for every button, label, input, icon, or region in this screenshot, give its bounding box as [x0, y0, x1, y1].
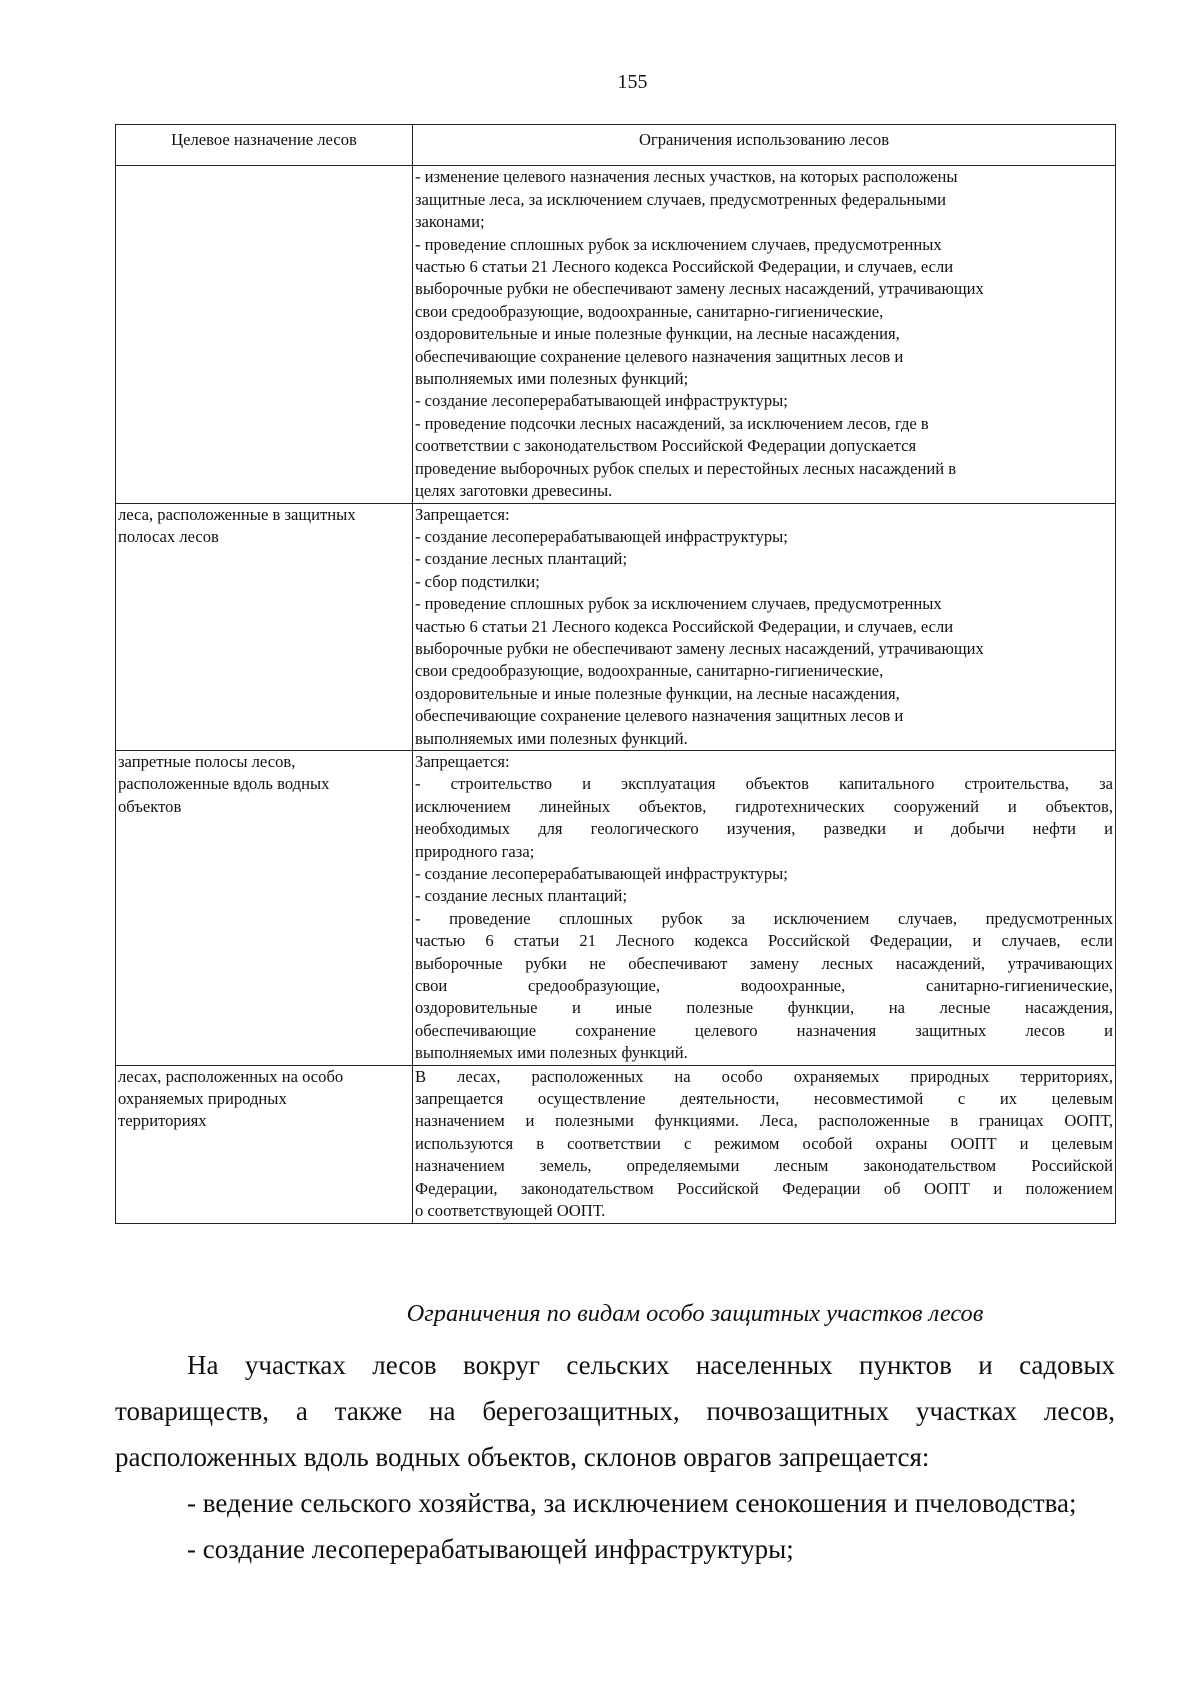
- restriction-line: обеспечивающие сохранение целевого назначения защитных лесов и: [415, 706, 904, 726]
- restriction-line: оздоровительные и иные полезные функции, на лесные насаждения,: [415, 998, 1113, 1018]
- restriction-line: обеспечивающие сохранение целевого назначения защитных лесов и: [415, 1020, 1113, 1040]
- restriction-line: Запрещается:: [415, 504, 510, 524]
- header-usage-restrictions: Ограничения использованию лесов: [413, 125, 1116, 166]
- forest-purpose-cell: [116, 750, 413, 1065]
- purpose-line: леса, расположенные в защитных: [118, 504, 356, 524]
- restriction-line: выборочные рубки не обеспечивают замену лесных насаждений, утрачивающих: [415, 953, 1113, 973]
- restriction-cell: [413, 1065, 1116, 1223]
- purpose-line: охраняемых природных: [118, 1089, 287, 1109]
- restriction-line: - проведение сплошных рубок за исключением случаев, предусмотренных: [415, 594, 942, 614]
- restriction-line: назначением земель, определяемыми лесным законодательством Российской: [415, 1156, 1113, 1176]
- section-heading: Ограничения по видам особо защитных участков лесов: [406, 1300, 984, 1327]
- restriction-line: Запрещается:: [415, 751, 510, 771]
- restriction-line: - создание лесоперерабатывающей инфраструктуры;: [415, 526, 788, 546]
- page-number: 155: [617, 71, 648, 93]
- restriction-line: - создание лесоперерабатывающей инфраструктуры;: [415, 864, 788, 883]
- forest-purpose-cell: [116, 1065, 413, 1223]
- restriction-line: - сбор подстилки;: [415, 571, 540, 591]
- restriction-line: выполняемых ими полезных функций;: [415, 369, 689, 389]
- restriction-line: свои средообразующие, водоохранные, санитарно-гигиенические,: [415, 976, 1113, 996]
- restriction-line: свои средообразующие, водоохранные, санитарно-гигиенические,: [415, 301, 884, 321]
- purpose-line: запретные полосы лесов,: [118, 751, 296, 771]
- restriction-line: проведение выборочных рубок спелых и перестойных лесных насаждений в: [415, 458, 957, 478]
- restriction-line: Федерации, законодательством Российской Федерации об ООПТ и положением: [415, 1178, 1113, 1198]
- restriction-line: В лесах, расположенных на особо охраняемых природных территориях,: [415, 1066, 1113, 1086]
- restriction-line: выборочные рубки не обеспечивают замену лесных насаждений, утрачивающих: [415, 279, 984, 299]
- restriction-line: частью 6 статьи 21 Лесного кодекса Российской Федерации, и случаев, если: [415, 257, 954, 277]
- paragraph-line: На участках лесов вокруг сельских населенных пунктов и садовых: [187, 1350, 1115, 1380]
- restriction-line: частью 6 статьи 21 Лесного кодекса Российской Федерации, и случаев, если: [415, 931, 1113, 951]
- restriction-line: выборочные рубки не обеспечивают замену лесных насаждений, утрачивающих: [415, 638, 984, 658]
- restriction-line: необходимых для геологического изучения, разведки и добычи нефти и: [415, 819, 1113, 839]
- restriction-line: обеспечивающие сохранение целевого назначения защитных лесов и: [415, 346, 904, 366]
- restriction-line: - изменение целевого назначения лесных участков, на которых расположены: [415, 167, 958, 187]
- restriction-line: назначением и полезными функциями. Леса, расположенные в границах ООПТ,: [415, 1111, 1113, 1131]
- table-row: [116, 503, 1116, 750]
- restriction-line: защитные леса, за исключением случаев, предусмотренных федеральными: [415, 189, 946, 209]
- restriction-line: - проведение сплошных рубок за исключением случаев, предусмотренных: [415, 234, 942, 254]
- restriction-line: используются в соответствии с режимом особой охраны ООПТ и целевым: [415, 1133, 1113, 1153]
- restrictions-table: [115, 124, 1116, 1224]
- forest-purpose-cell: [116, 166, 413, 503]
- restriction-line: выполняемых ими полезных функций.: [415, 1043, 688, 1063]
- paragraph-line: товариществ, а также на берегозащитных, почвозащитных участках лесов,: [115, 1396, 1115, 1426]
- purpose-line: лесах, расположенных на особо: [118, 1066, 344, 1086]
- restriction-line: - проведение сплошных рубок за исключением случаев, предусмотренных: [415, 908, 1113, 928]
- restriction-cell: [413, 166, 1116, 503]
- purpose-line: полосах лесов: [118, 526, 219, 546]
- restriction-line: выполняемых ими полезных функций.: [415, 728, 688, 748]
- restriction-cell: [413, 503, 1116, 750]
- restriction-line: законами;: [415, 212, 485, 232]
- purpose-line: объектов: [118, 796, 182, 816]
- restriction-line: исключением линейных объектов, гидротехнических сооружений и объектов,: [415, 796, 1113, 816]
- table-row: [116, 166, 1116, 503]
- restriction-line: - проведение подсочки лесных насаждений, за исключением лесов, где в: [415, 413, 929, 433]
- restriction-cell: [413, 750, 1116, 1065]
- restriction-line: соответствии с законодательством Российской Федерации допускается: [415, 436, 917, 456]
- restriction-line: целях заготовки древесины.: [415, 481, 613, 501]
- bullet-item: - ведение сельского хозяйства, за исключением сенокошения и пчеловодства;: [187, 1488, 1077, 1518]
- header-forest-purpose: Целевое назначение лесов: [116, 125, 413, 166]
- paragraph-line: расположенных вдоль водных объектов, склонов оврагов запрещается:: [115, 1442, 930, 1472]
- restriction-line: запрещается осуществление деятельности, несовместимой с их целевым: [415, 1089, 1113, 1109]
- restriction-line: свои средообразующие, водоохранные, санитарно-гигиенические,: [415, 661, 884, 681]
- restriction-line: природного газа;: [415, 841, 535, 861]
- purpose-line: расположенные вдоль водных: [118, 774, 330, 794]
- table-header-row: [116, 125, 1116, 166]
- restriction-line: о соответствующей ООПТ.: [415, 1201, 606, 1221]
- restriction-line: - создание лесных плантаций;: [415, 549, 628, 569]
- restriction-line: - создание лесоперерабатывающей инфраструктуры;: [415, 391, 788, 411]
- restriction-line: оздоровительные и иные полезные функции, на лесные насаждения,: [415, 324, 900, 344]
- restriction-line: - строительство и эксплуатация объектов капитального строительства, за: [415, 774, 1113, 794]
- table-row: [116, 1065, 1116, 1223]
- table-row: [116, 750, 1116, 1065]
- restriction-line: оздоровительные и иные полезные функции, на лесные насаждения,: [415, 683, 900, 703]
- forest-purpose-cell: [116, 503, 413, 750]
- restriction-line: - создание лесных плантаций;: [415, 886, 628, 906]
- purpose-line: территориях: [118, 1111, 207, 1131]
- bullet-item: - создание лесоперерабатывающей инфраструктуры;: [187, 1534, 794, 1564]
- restriction-line: частью 6 статьи 21 Лесного кодекса Российской Федерации, и случаев, если: [415, 616, 954, 636]
